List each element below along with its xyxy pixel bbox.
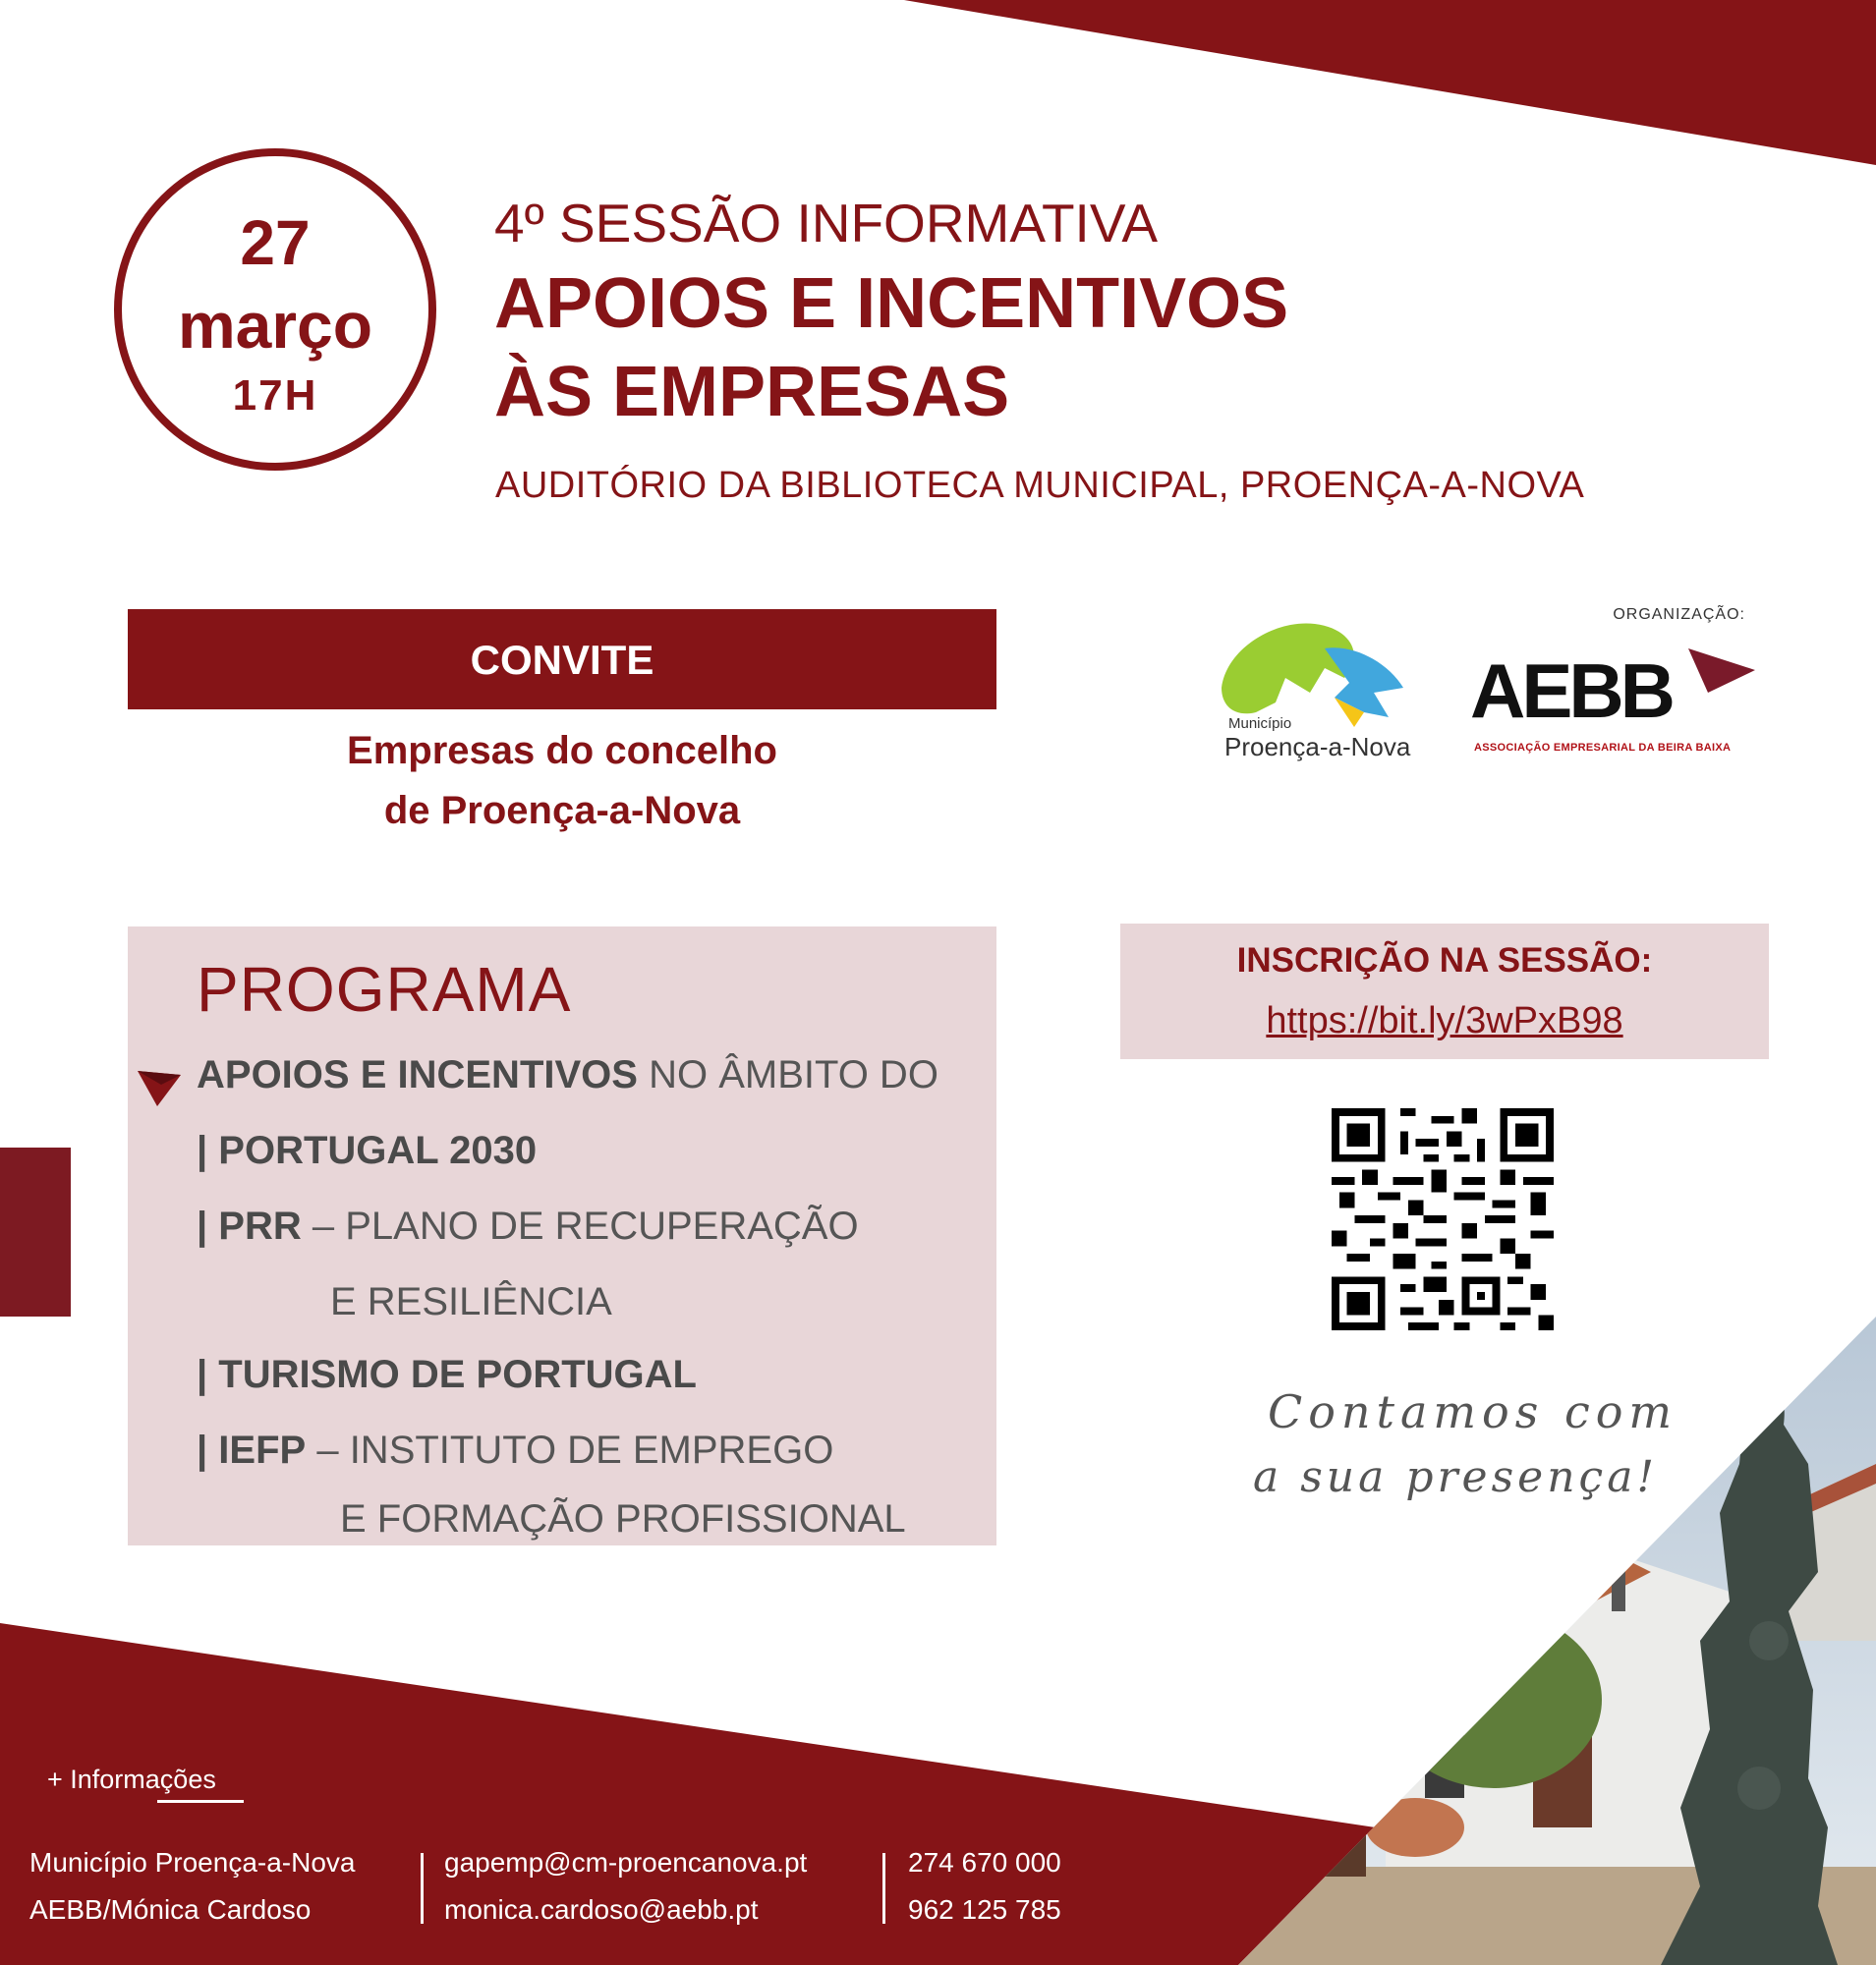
organization-label: ORGANIZAÇÃO: [1613, 606, 1745, 623]
contact1-phone: 274 670 000 [908, 1847, 1061, 1878]
svg-text:AEBB: AEBB [1470, 648, 1673, 727]
programa-title: PROGRAMA [197, 954, 572, 1025]
arrow-pointer-icon [138, 1069, 183, 1108]
qr-code-icon[interactable] [1332, 1108, 1554, 1330]
convite-audience-line1: Empresas do concelho [347, 729, 777, 772]
aebb-logo-subtitle: ASSOCIAÇÃO EMPRESARIAL DA BEIRA BAIXA [1474, 742, 1732, 754]
inscricao-link[interactable]: https://bit.ly/3wPxB98 [1266, 1000, 1623, 1041]
municipio-logo-name: Proença-a-Nova [1224, 732, 1411, 761]
convite-label: CONVITE [470, 637, 654, 683]
date-month: março [177, 289, 373, 362]
closing-line2: a sua presença! [1253, 1452, 1659, 1502]
programa-item-3: | PRR – PLANO DE RECUPERAÇÃO [197, 1205, 859, 1248]
footer-divider [421, 1853, 424, 1924]
programa-item-2: | PORTUGAL 2030 [197, 1129, 538, 1172]
inscricao-title: INSCRIÇÃO NA SESSÃO: [1236, 941, 1653, 980]
aebb-logo-icon [1470, 648, 1755, 727]
programa-item-3-cont: E RESILIÊNCIA [330, 1280, 612, 1323]
more-info-label: + Informações [47, 1765, 216, 1794]
date-day: 27 [240, 207, 311, 278]
more-info-underline [157, 1800, 244, 1803]
contact2-name: AEBB/Mónica Cardoso [29, 1894, 312, 1925]
session-number: 4º SESSÃO INFORMATIVA [494, 193, 1159, 253]
programa-item-5: | IEFP – INSTITUTO DE EMPREGO [197, 1429, 834, 1472]
contact1-name: Município Proença-a-Nova [29, 1847, 356, 1878]
municipio-logo-small-text: Município [1228, 715, 1292, 732]
footer-divider [882, 1853, 885, 1924]
event-venue: AUDITÓRIO DA BIBLIOTECA MUNICIPAL, PROENÇA-A-NOVA [495, 465, 1585, 506]
left-accent-block [0, 1148, 71, 1317]
event-title-line1: APOIOS E INCENTIVOS [494, 264, 1289, 343]
convite-audience-line2: de Proença-a-Nova [383, 789, 741, 832]
event-title-line2: ÀS EMPRESAS [494, 353, 1010, 431]
top-right-band [904, 0, 1876, 165]
programa-item-1: APOIOS E INCENTIVOS NO ÂMBITO DO [197, 1053, 938, 1096]
contact1-email[interactable]: gapemp@cm-proencanova.pt [444, 1847, 808, 1878]
programa-item-5-cont: E FORMAÇÃO PROFISSIONAL [340, 1497, 906, 1541]
closing-line1: Contamos com [1268, 1385, 1678, 1438]
date-time: 17H [232, 371, 318, 420]
programa-item-4: | TURISMO DE PORTUGAL [197, 1353, 697, 1396]
contact2-phone: 962 125 785 [908, 1894, 1061, 1925]
contact2-email[interactable]: monica.cardoso@aebb.pt [444, 1894, 759, 1925]
